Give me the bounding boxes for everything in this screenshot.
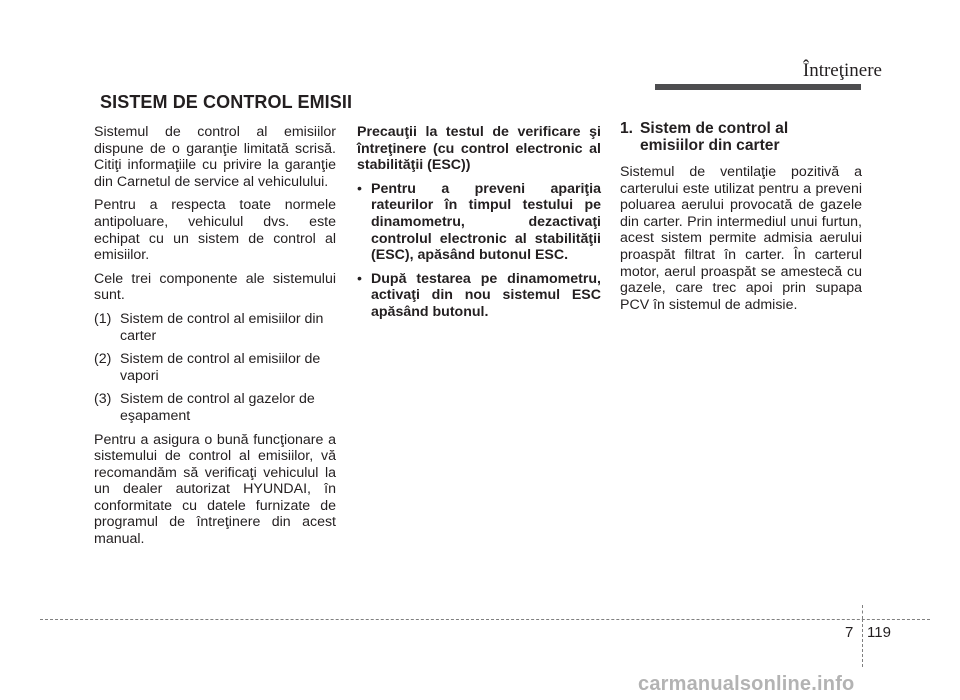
chapter-title: Întreţinere bbox=[802, 60, 882, 81]
list-item bbox=[94, 311, 336, 344]
watermark: carmanualsonline.info bbox=[638, 673, 855, 695]
footer-divider-top bbox=[862, 605, 863, 619]
bullet-icon: • bbox=[357, 270, 362, 287]
sub-heading bbox=[620, 120, 862, 154]
sub-heading-number: 1. bbox=[620, 120, 634, 137]
column-2 bbox=[357, 124, 601, 328]
bullet-item bbox=[357, 181, 601, 264]
column-3 bbox=[620, 120, 862, 320]
column-1 bbox=[94, 124, 336, 555]
bullet-item bbox=[357, 271, 601, 321]
sub-heading-line-1: Sistem de control al bbox=[640, 120, 789, 137]
list-number: (2) bbox=[94, 351, 112, 368]
footer-rule bbox=[40, 619, 930, 620]
chapter-number: 7 bbox=[845, 624, 854, 641]
paragraph: Pentru a respecta toate normele antipoluare, vehiculul dvs. este echipat cu un sistem de control al emisiilor. bbox=[94, 197, 336, 264]
list-number: (1) bbox=[94, 310, 112, 327]
paragraph: Cele trei componente ale sistemului sunt. bbox=[94, 270, 336, 304]
caution-heading: Precauţii la testul de verificare şi întreţinere (cu control electronic al stabilităţii (ESC)) bbox=[357, 124, 601, 174]
paragraph: Pentru a asigura o bună funcţionare a sistemului de control al emisiilor, vă recomandăm să verificaţi vehiculul la un dealer autorizat HYUNDAI, în conformitate cu datele furnizate de programul de întreţinere din acest manual. bbox=[94, 431, 336, 548]
list-item bbox=[94, 391, 336, 424]
bullet-text: După testarea pe dinamometru, activaţi din nou sistemul ESC apăsând butonul. bbox=[371, 270, 601, 320]
bullet-text: Pentru a preveni apariţia rateurilor în timpul testului pe dinamometru, dezactivaţi controlul electronic al stabilităţii (ESC), apăsând butonul ESC. bbox=[371, 180, 601, 264]
list-text: Sistem de control al emisiilor din carter bbox=[120, 310, 324, 344]
bullet-icon: • bbox=[357, 180, 362, 197]
footer-divider bbox=[862, 619, 863, 667]
header-rule bbox=[655, 84, 861, 90]
paragraph: Sistemul de ventilaţie pozitivă a carterului este utilizat pentru a preveni poluarea aerului provocată de gazele din carter. Prin intermediul unui furtun, acest sistem permite admisia aerului proaspăt filtrat în carter. În carterul motor, aerul proaspăt se amestecă cu gazele, care trec apoi prin supapa PCV în sistemul de admisie. bbox=[620, 164, 862, 313]
sub-heading-line-2: emisiilor din carter bbox=[640, 137, 780, 154]
paragraph: Sistemul de control al emisiilor dispune de o garanţie limitată scrisă. Citiţi informaţiile cu privire la garanţie din Carnetul de service al vehiculului. bbox=[94, 124, 336, 190]
list-number: (3) bbox=[94, 391, 112, 408]
page-number: 119 bbox=[867, 624, 891, 641]
section-heading: SISTEM DE CONTROL EMISII bbox=[100, 92, 353, 112]
list-text: Sistem de control al gazelor de eşapament bbox=[120, 391, 315, 424]
list-item bbox=[94, 351, 336, 384]
list-text: Sistem de control al emisiilor de vapori bbox=[120, 351, 321, 384]
